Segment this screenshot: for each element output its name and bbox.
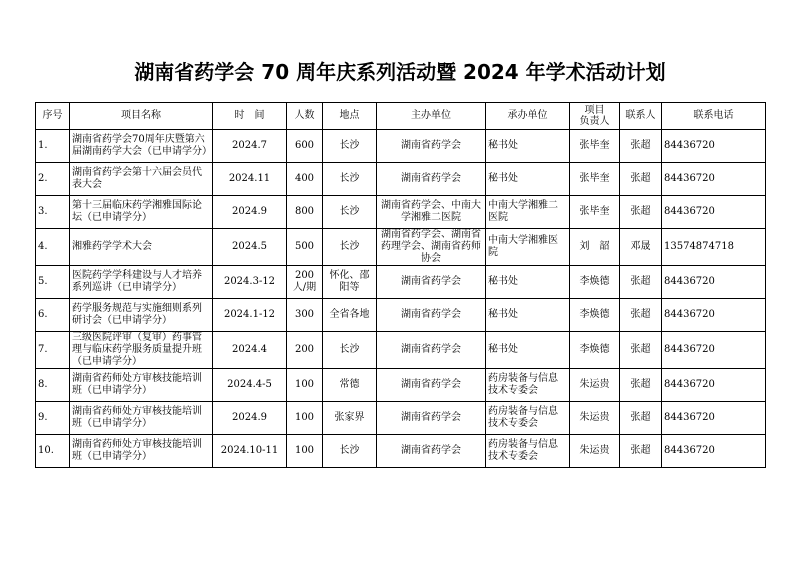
cell-leader: 朱运贵 bbox=[570, 402, 620, 435]
cell-phone: 84436720 bbox=[662, 435, 766, 468]
cell-no: 2. bbox=[36, 163, 70, 196]
cell-time: 2024.3-12 bbox=[213, 266, 287, 299]
table-row bbox=[36, 229, 766, 266]
table-row bbox=[36, 402, 766, 435]
cell-leader: 张毕奎 bbox=[570, 163, 620, 196]
cell-place: 长沙 bbox=[323, 332, 377, 369]
cell-contact: 张超 bbox=[620, 402, 662, 435]
table-row bbox=[36, 163, 766, 196]
cell-phone: 84436720 bbox=[662, 163, 766, 196]
cell-phone: 84436720 bbox=[662, 332, 766, 369]
cell-leader: 李焕德 bbox=[570, 332, 620, 369]
cell-host: 湖南省药学会 bbox=[377, 266, 486, 299]
header-host: 主办单位 bbox=[377, 103, 486, 130]
cell-time: 2024.7 bbox=[213, 130, 287, 163]
header-time: 时 间 bbox=[213, 103, 287, 130]
cell-no: 6. bbox=[36, 299, 70, 332]
table-row bbox=[36, 299, 766, 332]
cell-organizer: 中南大学湘雅医院 bbox=[486, 229, 570, 266]
cell-host: 湖南省药学会 bbox=[377, 369, 486, 402]
cell-host: 湖南省药学会 bbox=[377, 402, 486, 435]
cell-phone: 84436720 bbox=[662, 266, 766, 299]
table-row bbox=[36, 332, 766, 369]
cell-contact: 张超 bbox=[620, 369, 662, 402]
cell-name: 第十三届临床药学湘雅国际论坛（已申请学分） bbox=[70, 196, 213, 229]
cell-people: 500 bbox=[287, 229, 323, 266]
cell-no: 5. bbox=[36, 266, 70, 299]
cell-place: 张家界 bbox=[323, 402, 377, 435]
cell-time: 2024.4 bbox=[213, 332, 287, 369]
header-leader: 项目 负责人 bbox=[570, 103, 620, 130]
cell-name: 湖南省药师处方审核技能培训班（已申请学分） bbox=[70, 435, 213, 468]
cell-name: 湖南省药学会70周年庆暨第六届湖南药学大会（已申请学分） bbox=[70, 130, 213, 163]
cell-leader: 李焕德 bbox=[570, 299, 620, 332]
cell-place: 长沙 bbox=[323, 130, 377, 163]
cell-no: 9. bbox=[36, 402, 70, 435]
cell-place: 全省各地 bbox=[323, 299, 377, 332]
cell-place: 怀化、邵阳等 bbox=[323, 266, 377, 299]
cell-name: 湖南省药学会第十六届会员代表大会 bbox=[70, 163, 213, 196]
cell-phone: 84436720 bbox=[662, 130, 766, 163]
cell-leader: 刘 韶 bbox=[570, 229, 620, 266]
cell-time: 2024.5 bbox=[213, 229, 287, 266]
cell-phone: 84436720 bbox=[662, 196, 766, 229]
cell-people: 600 bbox=[287, 130, 323, 163]
cell-organizer: 药房装备与信息技术专委会 bbox=[486, 369, 570, 402]
cell-leader: 张毕奎 bbox=[570, 130, 620, 163]
cell-contact: 张超 bbox=[620, 266, 662, 299]
header-people: 人数 bbox=[287, 103, 323, 130]
table-row bbox=[36, 266, 766, 299]
cell-place: 长沙 bbox=[323, 163, 377, 196]
cell-phone: 84436720 bbox=[662, 369, 766, 402]
cell-leader: 李焕德 bbox=[570, 266, 620, 299]
cell-no: 3. bbox=[36, 196, 70, 229]
table-row bbox=[36, 130, 766, 163]
activity-plan-table bbox=[35, 102, 766, 468]
cell-no: 1. bbox=[36, 130, 70, 163]
cell-people: 300 bbox=[287, 299, 323, 332]
cell-contact: 张超 bbox=[620, 299, 662, 332]
cell-time: 2024.9 bbox=[213, 196, 287, 229]
cell-organizer: 秘书处 bbox=[486, 266, 570, 299]
cell-no: 8. bbox=[36, 369, 70, 402]
cell-organizer: 中南大学湘雅二医院 bbox=[486, 196, 570, 229]
cell-contact: 张超 bbox=[620, 332, 662, 369]
cell-leader: 朱运贵 bbox=[570, 435, 620, 468]
table-row bbox=[36, 435, 766, 468]
cell-name: 三级医院评审（复审）药事管理与临床药学服务质量提升班（已申请学分） bbox=[70, 332, 213, 369]
cell-host: 湖南省药学会、湖南省药理学会、湖南省药师协会 bbox=[377, 229, 486, 266]
cell-place: 常德 bbox=[323, 369, 377, 402]
header-contact: 联系人 bbox=[620, 103, 662, 130]
header-organizer: 承办单位 bbox=[486, 103, 570, 130]
cell-organizer: 秘书处 bbox=[486, 332, 570, 369]
cell-time: 2024.10-11 bbox=[213, 435, 287, 468]
cell-host: 湖南省药学会 bbox=[377, 299, 486, 332]
page-title: 湖南省药学会 70 周年庆系列活动暨 2024 年学术活动计划 bbox=[134, 60, 666, 84]
cell-host: 湖南省药学会 bbox=[377, 332, 486, 369]
cell-leader: 朱运贵 bbox=[570, 369, 620, 402]
cell-time: 2024.4-5 bbox=[213, 369, 287, 402]
cell-organizer: 秘书处 bbox=[486, 163, 570, 196]
cell-organizer: 药房装备与信息技术专委会 bbox=[486, 402, 570, 435]
cell-contact: 张超 bbox=[620, 130, 662, 163]
cell-time: 2024.9 bbox=[213, 402, 287, 435]
cell-contact: 张超 bbox=[620, 163, 662, 196]
cell-host: 湖南省药学会、中南大学湘雅二医院 bbox=[377, 196, 486, 229]
cell-name: 湘雅药学学术大会 bbox=[70, 229, 213, 266]
header-place: 地点 bbox=[323, 103, 377, 130]
cell-name: 湖南省药师处方审核技能培训班（已申请学分） bbox=[70, 402, 213, 435]
cell-people: 200人/期 bbox=[287, 266, 323, 299]
cell-people: 100 bbox=[287, 435, 323, 468]
cell-name: 药学服务规范与实施细则系列研讨会（已申请学分） bbox=[70, 299, 213, 332]
cell-people: 100 bbox=[287, 402, 323, 435]
cell-host: 湖南省药学会 bbox=[377, 163, 486, 196]
header-phone: 联系电话 bbox=[662, 103, 766, 130]
table-header-row bbox=[36, 103, 766, 130]
cell-people: 200 bbox=[287, 332, 323, 369]
cell-contact: 邓晟 bbox=[620, 229, 662, 266]
cell-phone: 13574874718 bbox=[662, 229, 766, 266]
cell-organizer: 秘书处 bbox=[486, 299, 570, 332]
cell-place: 长沙 bbox=[323, 196, 377, 229]
cell-contact: 张超 bbox=[620, 435, 662, 468]
cell-organizer: 秘书处 bbox=[486, 130, 570, 163]
cell-time: 2024.11 bbox=[213, 163, 287, 196]
cell-people: 800 bbox=[287, 196, 323, 229]
cell-phone: 84436720 bbox=[662, 402, 766, 435]
cell-name: 湖南省药师处方审核技能培训班（已申请学分） bbox=[70, 369, 213, 402]
table-row bbox=[36, 196, 766, 229]
cell-no: 4. bbox=[36, 229, 70, 266]
cell-organizer: 药房装备与信息技术专委会 bbox=[486, 435, 570, 468]
cell-no: 7. bbox=[36, 332, 70, 369]
header-name: 项目名称 bbox=[70, 103, 213, 130]
cell-name: 医院药学学科建设与人才培养系列巡讲（已申请学分） bbox=[70, 266, 213, 299]
cell-time: 2024.1-12 bbox=[213, 299, 287, 332]
table-row bbox=[36, 369, 766, 402]
cell-host: 湖南省药学会 bbox=[377, 130, 486, 163]
cell-phone: 84436720 bbox=[662, 299, 766, 332]
header-no: 序号 bbox=[36, 103, 70, 130]
cell-host: 湖南省药学会 bbox=[377, 435, 486, 468]
cell-no: 10. bbox=[36, 435, 70, 468]
cell-people: 100 bbox=[287, 369, 323, 402]
cell-people: 400 bbox=[287, 163, 323, 196]
cell-place: 长沙 bbox=[323, 229, 377, 266]
cell-leader: 张毕奎 bbox=[570, 196, 620, 229]
cell-place: 长沙 bbox=[323, 435, 377, 468]
cell-contact: 张超 bbox=[620, 196, 662, 229]
